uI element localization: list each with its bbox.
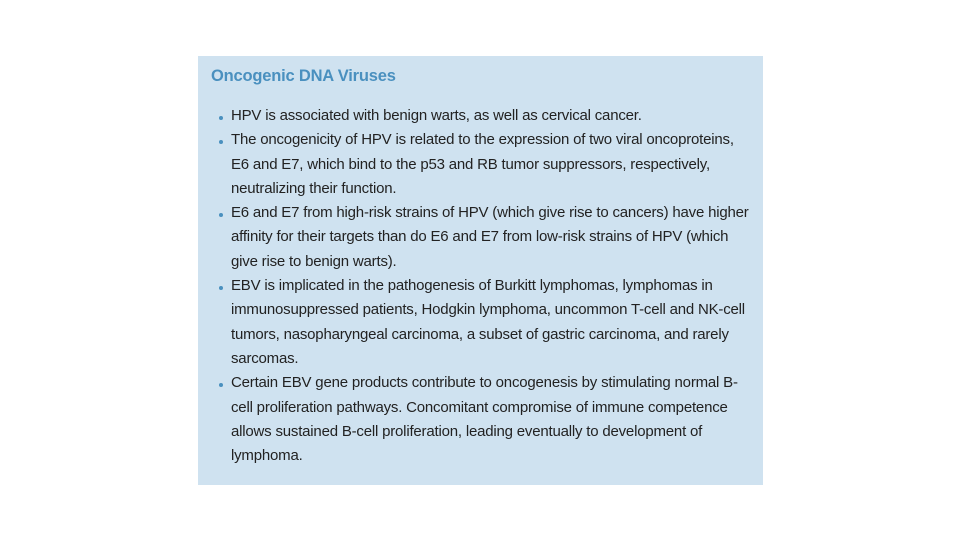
bullet-icon	[219, 213, 223, 217]
list-item	[211, 274, 749, 371]
bullet-icon	[219, 286, 223, 290]
bullet-icon	[219, 383, 223, 387]
bullet-icon	[219, 140, 223, 144]
list-item-text: EBV is implicated in the pathogenesis of Burkitt lymphomas, lymphomas in immunosuppressed patients, Hodgkin lymphoma, uncommon T-cell and NK-cell tumors, nasopharyngeal carcinoma, a subset of gastric carcinoma, and rarely sarcomas.	[231, 277, 745, 367]
list-item-text: E6 and E7 from high-risk strains of HPV (which give rise to cancers) have higher affinity for their targets than do E6 and E7 from low-risk strains of HPV (which give rise to benign warts).	[231, 204, 749, 270]
bullet-icon	[219, 116, 223, 120]
list-item-text: HPV is associated with benign warts, as well as cervical cancer.	[231, 107, 642, 124]
list-item-text: Certain EBV gene products contribute to oncogenesis by stimulating normal B-cell proliferation pathways. Concomitant compromise of immune competence allows sustained B-cell proliferation, leading eventually to development of lymphoma.	[231, 374, 738, 465]
list-item	[211, 371, 749, 468]
list-item	[211, 104, 749, 128]
summary-box	[198, 56, 763, 485]
box-title: Oncogenic DNA Viruses	[211, 67, 396, 85]
list-item-text: The oncogenicity of HPV is related to the expression of two viral oncoproteins, E6 and E7, which bind to the p53 and RB tumor suppressors, respectively, neutralizing their function.	[231, 131, 734, 197]
bullet-list	[211, 104, 749, 468]
list-item	[211, 201, 749, 274]
list-item	[211, 128, 749, 201]
